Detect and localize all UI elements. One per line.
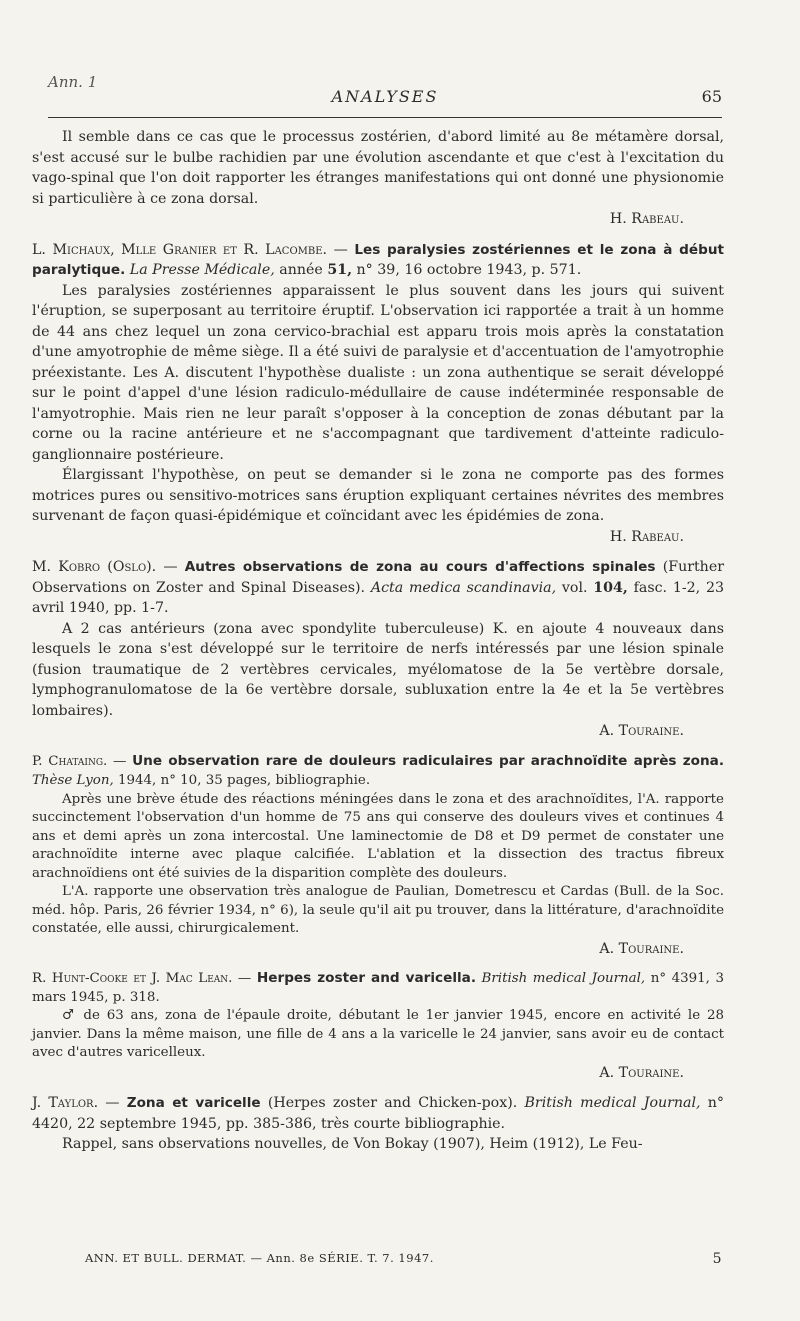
- entry-signature: A. Touraine.: [599, 940, 684, 957]
- entry-title: Zona et varicelle: [126, 1095, 261, 1111]
- entry-signature: A. Touraine.: [599, 1064, 684, 1081]
- footer-signature-mark: 5: [712, 1251, 722, 1267]
- abstract-entry-3: [32, 752, 724, 960]
- entry-details: 1944, n° 10, 35 pages, bibliographie.: [117, 773, 371, 788]
- entry-heading: [32, 240, 724, 281]
- abstract-entry-1: [32, 240, 724, 548]
- entry-title: Les paralysies zostériennes et le zona à début paralytique.: [32, 241, 724, 278]
- abstract-entry-4: [32, 969, 724, 1083]
- margin-note: Ann. 1: [48, 73, 98, 91]
- entry-authors: R. Hunt-Cooke et J. Mac Lean. —: [32, 971, 252, 986]
- page-number: 65: [701, 87, 722, 106]
- entry-title: Autres observations de zona au cours d'affections spinales: [184, 559, 656, 575]
- running-head: [48, 87, 722, 111]
- entry-title: Une observation rare de douleurs radiculaires par arachnoïdite après zona.: [132, 752, 724, 769]
- entry-paragraph: Les paralysies zostériennes apparaissent le plus souvent dans les jours qui suivent l'éruption, se superposant au territoire éruptif. L'observation ici rapportée a trait à un homme de 44 ans chez lequel un zona cervico-brachial est apparu trois mois après la constatation d'une amyotrophie de même siège. Il a été suivi de paralysie et d'accentuation de l'amyotrophie préexistante. Les A. discutent l'hypothèse dualiste : un zona authentique se serait développé sur le point d'appel d'une lésion radiculo-médullaire de cause indéterminée responsable de l'amyotrophie. Mais rien ne leur paraît s'opposer à la conception de zonas débutant par la corne ou la racine antérieure et ne s'accompagnant que tardivement d'atteinte radiculo-ganglionnaire postérieure.: [32, 282, 724, 463]
- entry-paragraph: ♂ de 63 ans, zona de l'épaule droite, débutant le 1er janvier 1945, encore en activité le 28 janvier. Dans la même maison, une fille de 4 ans a la varicelle le 24 janvier, sans avoir eu de contact avec d'autres varicelleux.: [32, 1008, 724, 1060]
- intro-signature: H. Rabeau.: [609, 211, 684, 227]
- entry-authors: M. Kobro (Oslo). —: [32, 559, 178, 575]
- footer-citation: ANN. ET BULL. DERMAT. — Ann. 8e SÉRIE. T. 7. 1947.: [85, 1251, 434, 1265]
- abstract-entry-5: [32, 1093, 724, 1155]
- entry-authors: L. Michaux, Mlle Granier et R. Lacombe. —: [32, 241, 348, 258]
- entry-journal: British medical Journal,: [524, 1095, 701, 1111]
- entry-paragraph: L'A. rapporte une observation très analogue de Paulian, Dometrescu et Cardas (Bull. de la Soc. méd. hôp. Paris, 26 février 1934, n° 6), la seule qu'il ait pu trouver, dans la littérature, d'arachnoïdite constatée, elle aussi, chirurgicalement.: [32, 884, 724, 936]
- entry-paragraph: A 2 cas antérieurs (zona avec spondylite tuberculeuse) K. en ajoute 4 nouveaux dans lesquels le zona s'est développé sur le territoire de nerfs intéressés par une lésion spinale (fusion traumatique de 2 vertèbres cervicales, myélomatose de la 5e vertèbre dorsale, lymphogranulomatose de la 6e vertèbre dorsale, subluxation entre la 4e et la 5e vertèbres lombaires).: [32, 620, 724, 719]
- entry-heading: [32, 752, 724, 791]
- entry-journal: Thèse Lyon,: [32, 773, 114, 788]
- entry-authors: J. Taylor. —: [32, 1095, 120, 1111]
- entry-heading: [32, 557, 724, 619]
- page-footer: [85, 1251, 722, 1271]
- entry-heading: [32, 1093, 724, 1134]
- entry-signature: H. Rabeau.: [609, 528, 684, 545]
- entry-details: n° 4420, 22 septembre 1945, pp. 385-386, très courte bibliographie.: [32, 1095, 725, 1132]
- header-rule: [48, 117, 722, 118]
- entry-journal: British medical Journal,: [481, 971, 646, 986]
- entry-title: Herpes zoster and varicella.: [256, 970, 476, 986]
- entry-authors: P. Chataing. —: [32, 753, 127, 769]
- entry-paragraph: Après une brève étude des réactions méningées dans le zona et des arachnoïdites, l'A. rapporte succinctement l'observation d'un homme de 75 ans qui conserve des douleurs vives et continues 4 ans et demi après un zona intercostal. Une laminectomie de D8 et D9 permet de constater une arachnoïdite interne avec plaque calcifiée. L'ablation et la dissection des tractus fibreux arachnoïdiens ont été suivies de la disparition complète des douleurs.: [32, 791, 724, 881]
- entry-details: année 51, n° 39, 16 octobre 1943, p. 571.: [279, 262, 582, 278]
- entry-details: vol. 104, fasc. 1-2, 23 avril 1940, pp. 1-7.: [32, 579, 724, 616]
- entry-details: n° 4391, 3 mars 1945, p. 318.: [32, 971, 725, 1005]
- entry-journal: Acta medica scandinavia,: [370, 579, 557, 596]
- entry-paragraph: Élargissant l'hypothèse, on peut se demander si le zona ne comporte pas des formes motrices pures ou sensitivo-motrices sans éruption expliquant certaines névrites des membres survenant de façon quasi-épidémique et coïncidant avec les épidémies de zona.: [32, 467, 724, 524]
- intro-paragraph: Il semble dans ce cas que le processus zostérien, d'abord limité au 8e métamère dorsal, s'est accusé sur le bulbe rachidien par une évolution ascendante et que c'est à l'excitation du vago-spinal que l'on doit rapporter les étranges manifestations qui ont donné une physionomie si particulière à ce zona dorsal.: [32, 129, 724, 207]
- entry-translated-title: (Further Observations on Zoster and Spinal Diseases).: [32, 559, 725, 596]
- running-title: ANALYSES: [331, 87, 439, 106]
- entry-paragraph: Rappel, sans observations nouvelles, de Von Bokay (1907), Heim (1912), Le Feu-: [62, 1136, 643, 1152]
- page-content: [32, 127, 724, 1155]
- abstract-entry-2: [32, 557, 724, 742]
- entry-heading: [32, 969, 724, 1007]
- entry-translated-title: (Herpes zoster and Chicken-pox).: [267, 1095, 518, 1111]
- entry-journal: La Presse Médicale,: [129, 262, 275, 278]
- entry-signature: A. Touraine.: [599, 723, 684, 739]
